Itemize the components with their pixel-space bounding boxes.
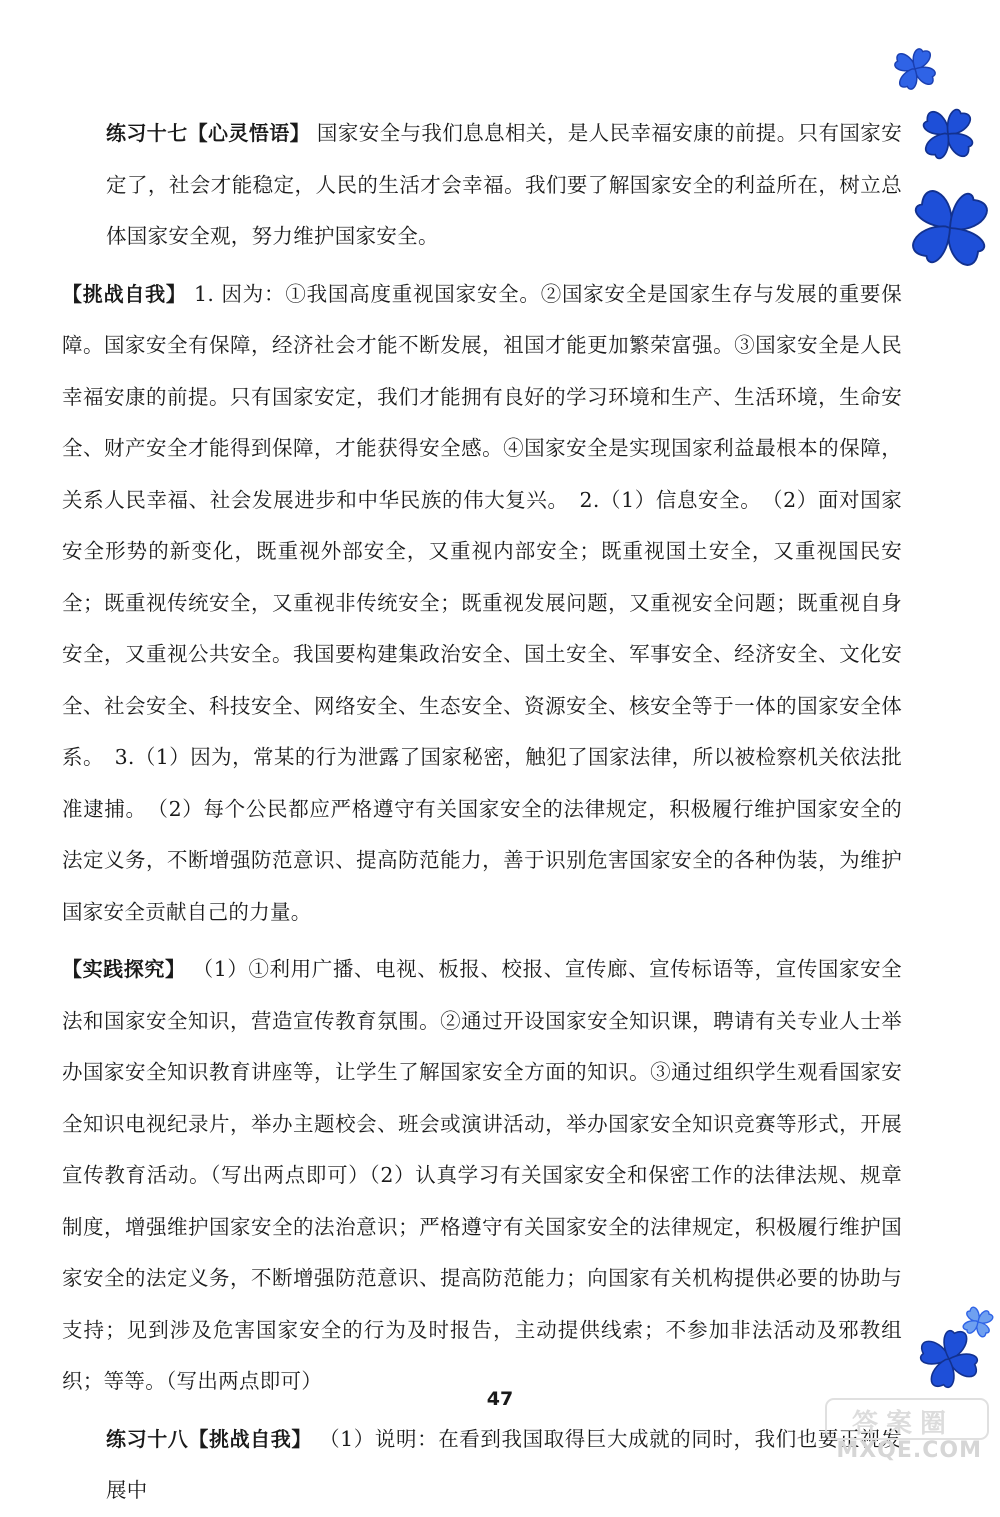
clover-icon bbox=[884, 38, 946, 100]
clover-icon bbox=[912, 98, 984, 170]
section-heading: 练习十七【心灵悟语】 bbox=[106, 121, 310, 145]
section-heading: 【实践探究】 bbox=[62, 957, 186, 981]
watermark-logo-text: 答案圈 bbox=[852, 1409, 955, 1439]
section-practice-explore bbox=[62, 944, 902, 1408]
section-practice-17 bbox=[62, 108, 902, 263]
section-practice-18 bbox=[62, 1414, 902, 1517]
section-body: （1）说明：在看到我国取得巨大成就的同时，我们也要正视发展中 bbox=[106, 1426, 902, 1502]
section-heading: 【挑战自我】 bbox=[62, 281, 187, 306]
section-body: 国家安全与我们息息相关，是人民幸福安康的前提。只有国家安定了，社会才能稳定，人民的生活才会幸福。我们要了解国家安全的利益所在，树立总体国家安全观，努力维护国家安全。 bbox=[106, 121, 902, 248]
watermark-site: MXQE.COM bbox=[836, 1438, 982, 1463]
answer-content bbox=[62, 108, 902, 1517]
section-challenge-self bbox=[62, 269, 902, 939]
clover-icon bbox=[900, 178, 1000, 278]
section-body: 1. 因为：①我国高度重视国家安全。②国家安全是国家生存与发展的重要保障。国家安全有保障，经济社会才能不断发展，祖国才能更加繁荣富强。③国家安全是人民幸福安康的前提。只有国家安定，我们才能拥有良好的学习环境和生产、生活环境，生命安全、财产安全才能得到保障，才能获得安全感。④国家安全是实现国家利益最根本的保障，关系人民幸福、社会发展进步和中华民族的伟大复兴。 2.（1）信息安全。 （2）面对国家安全形势的新变化，既重视外部安全，又重视内部安全；既重视国土安全，又重视国民安全；既重视传统安全，又重视非传统安全；既重视发展问题，又重视安全问题；既重视自身安全，又重视公共安全。我国要构建集政治安全、国土安全、军事安全、经济安全、文化安全、社会安全、科技安全、网络安全、生态安全、资源安全、核安全等于一体的国家安全体系。 3.（1）因为，常某的行为泄露了国家秘密，触犯了国家法律，所以被检察机关依法批准逮捕。 （2）每个公民都应严格遵守有关国家安全的法律规定，积极履行维护国家安全的法定义务，不断增强防范意识、提高防范能力，善于识别危害国家安全的各种伪装，为维护国家安全贡献自己的力量。 bbox=[62, 281, 902, 924]
page-number: 47 bbox=[486, 1388, 514, 1410]
section-body: （1）①利用广播、电视、板报、校报、宣传廊、宣传标语等，宣传国家安全法和国家安全知识，营造宣传教育氛围。②通过开设国家安全知识课，聘请有关专业人士举办国家安全知识教育讲座等，让学生了解国家安全方面的知识。③通过组织学生观看国家安全知识电视纪录片，举办主题校会、班会或演讲活动，举办国家安全知识竞赛等形式，开展宣传教育活动。（写出两点即可）（2）认真学习有关国家安全和保密工作的法律法规、规章制度，增强维护国家安全的法治意识；严格遵守有关国家安全的法律规定，积极履行维护国家安全的法定义务，不断增强防范意识、提高防范能力；向国家有关机构提供必要的协助与支持；见到涉及危害国家安全的行为及时报告，主动提供线索；不参加非法活动及邪教组织；等等。（写出两点即可） bbox=[62, 957, 902, 1393]
clover-icon bbox=[956, 1300, 1000, 1344]
section-heading: 练习十八【挑战自我】 bbox=[106, 1426, 312, 1451]
watermark-logo bbox=[822, 1395, 992, 1469]
